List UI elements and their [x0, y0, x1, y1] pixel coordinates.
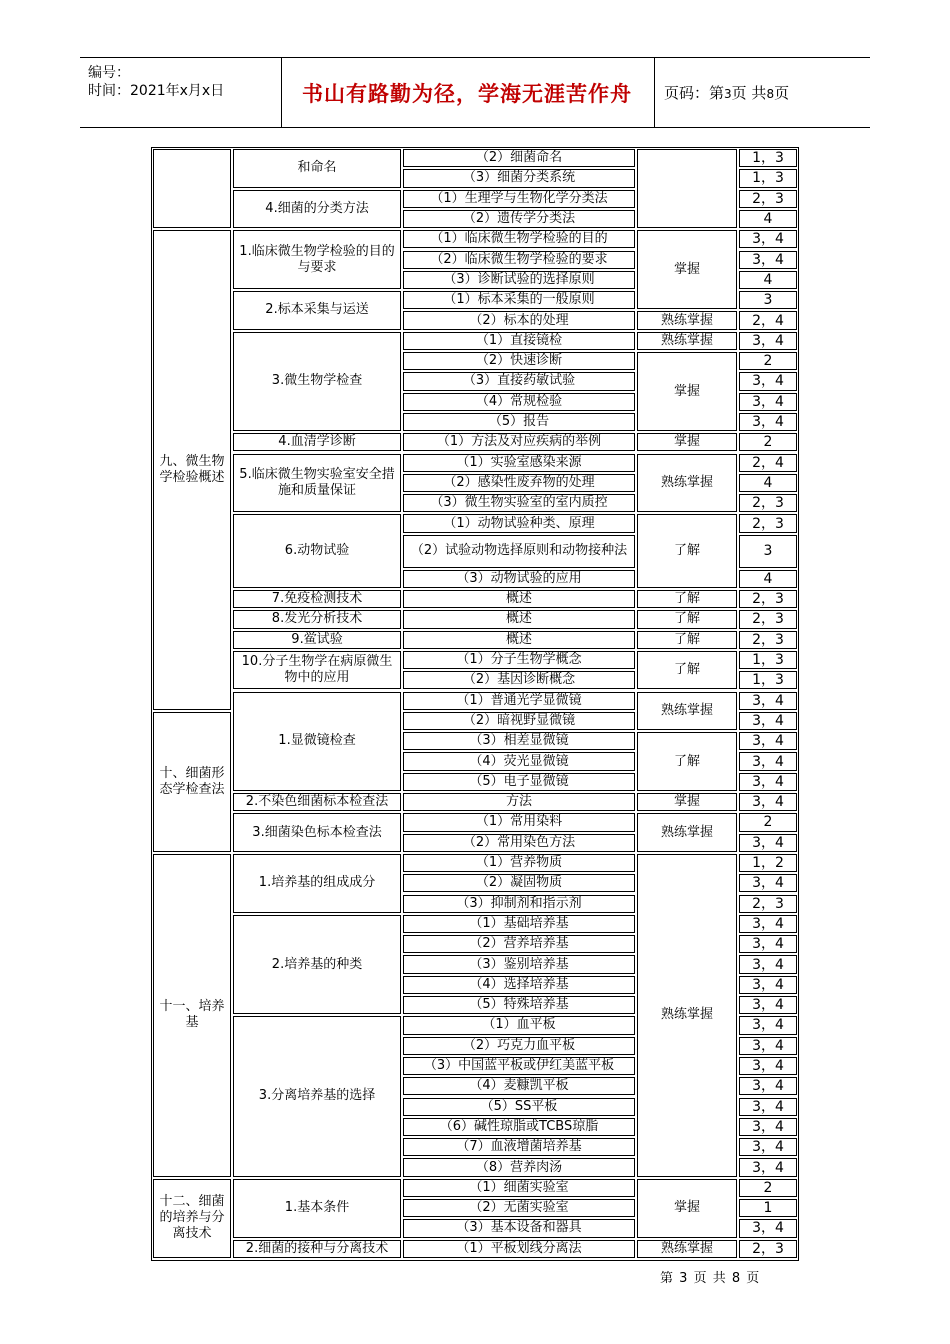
exam-grade-cell: 3，4: [739, 1118, 797, 1136]
unit-cell: 3.分离培养基的选择: [233, 1016, 401, 1176]
requirement-level-cell: 熟练掌握: [637, 332, 737, 350]
knowledge-point-cell: （3）抑制剂和指示剂: [403, 895, 635, 913]
requirement-level-cell: 掌握: [637, 230, 737, 309]
exam-grade-cell: 2，4: [739, 311, 797, 329]
knowledge-point-cell: （5）特殊培养基: [403, 996, 635, 1014]
unit-cell: 9.鲎试验: [233, 631, 401, 649]
knowledge-point-cell: （1）方法及对应疾病的举例: [403, 433, 635, 451]
exam-grade-cell: 1，3: [739, 169, 797, 187]
knowledge-point-cell: （2）临床微生物学检验的要求: [403, 251, 635, 269]
knowledge-point-cell: （1）普通光学显微镜: [403, 692, 635, 710]
unit-cell: 2.标本采集与运送: [233, 291, 401, 330]
exam-grade-cell: 3，4: [739, 976, 797, 994]
knowledge-point-cell: （4）麦糠凯平板: [403, 1077, 635, 1095]
knowledge-point-cell: （1）动物试验种类、原理: [403, 514, 635, 532]
page-suffix: 页: [774, 84, 790, 102]
knowledge-point-cell: （2）暗视野显微镜: [403, 712, 635, 730]
knowledge-point-cell: （3）微生物实验室的室内质控: [403, 494, 635, 512]
knowledge-point-cell: （4）常规检验: [403, 393, 635, 411]
knowledge-point-cell: （6）碱性琼脂或TCBS琼脂: [403, 1118, 635, 1136]
knowledge-point-cell: （2）巧克力血平板: [403, 1037, 635, 1055]
unit-cell: 1.临床微生物学检验的目的与要求: [233, 230, 401, 289]
knowledge-point-cell: 概述: [403, 610, 635, 628]
knowledge-point-cell: （2）凝固物质: [403, 874, 635, 892]
requirement-level-cell: 熟练掌握: [637, 311, 737, 329]
exam-grade-cell: 3: [739, 291, 797, 309]
exam-grade-cell: 2，3: [739, 610, 797, 628]
knowledge-point-cell: （2）基因诊断概念: [403, 671, 635, 689]
knowledge-point-cell: （2）遗传学分类法: [403, 210, 635, 228]
exam-grade-cell: 2: [739, 433, 797, 451]
exam-grade-cell: 3，4: [739, 935, 797, 953]
footer-mid: 页 共: [693, 1271, 727, 1286]
exam-grade-cell: 1，3: [739, 651, 797, 669]
knowledge-point-cell: （3）细菌分类系统: [403, 169, 635, 187]
requirement-level-cell: 掌握: [637, 433, 737, 451]
requirement-level-cell: 熟练掌握: [637, 1240, 737, 1258]
knowledge-point-cell: （3）基本设备和器具: [403, 1219, 635, 1237]
unit-cell: 2.培养基的种类: [233, 915, 401, 1015]
exam-grade-cell: 2，3: [739, 631, 797, 649]
unit-cell: 5.临床微生物实验室安全措施和质量保证: [233, 454, 401, 513]
chapter-cell: 九、微生物学检验概述: [153, 230, 231, 710]
exam-grade-cell: 3，4: [739, 1037, 797, 1055]
exam-grade-cell: 2，3: [739, 190, 797, 208]
exam-grade-cell: 3，4: [739, 732, 797, 750]
knowledge-point-cell: （2）试验动物选择原则和动物接种法: [403, 535, 635, 568]
exam-grade-cell: 3，4: [739, 874, 797, 892]
exam-grade-cell: 3，4: [739, 1016, 797, 1034]
knowledge-point-cell: （4）选择培养基: [403, 976, 635, 994]
exam-grade-cell: 1: [739, 1199, 797, 1217]
exam-grade-cell: 2: [739, 813, 797, 831]
unit-cell: 6.动物试验: [233, 514, 401, 588]
exam-grade-cell: 3，4: [739, 793, 797, 811]
exam-grade-cell: 3，4: [739, 1098, 797, 1116]
knowledge-point-cell: （1）常用染料: [403, 813, 635, 831]
footer-prefix: 第: [660, 1271, 675, 1286]
exam-grade-cell: 3，4: [739, 393, 797, 411]
requirement-level-cell: 了解: [637, 590, 737, 608]
exam-grade-cell: 3，4: [739, 955, 797, 973]
knowledge-point-cell: （2）标本的处理: [403, 311, 635, 329]
knowledge-point-cell: （1）实验室感染来源: [403, 454, 635, 472]
exam-grade-cell: 3，4: [739, 230, 797, 248]
unit-cell: 3.微生物学检查: [233, 332, 401, 432]
exam-grade-cell: 2，3: [739, 895, 797, 913]
requirement-level-cell: 熟练掌握: [637, 854, 737, 1177]
unit-cell: 7.免疫检测技术: [233, 590, 401, 608]
unit-cell: 1.显微镜检查: [233, 692, 401, 792]
knowledge-point-cell: （3）中国蓝平板或伊红美蓝平板: [403, 1057, 635, 1075]
knowledge-point-cell: （2）常用染色方法: [403, 834, 635, 852]
exam-grade-cell: 1，3: [739, 671, 797, 689]
knowledge-point-cell: （5）电子显微镜: [403, 773, 635, 791]
unit-cell: 1.培养基的组成成分: [233, 854, 401, 913]
unit-cell: 2.不染色细菌标本检查法: [233, 793, 401, 811]
knowledge-point-cell: 方法: [403, 793, 635, 811]
exam-grade-cell: 3: [739, 535, 797, 568]
requirement-level-cell: 掌握: [637, 352, 737, 431]
knowledge-point-cell: （1）分子生物学概念: [403, 651, 635, 669]
unit-cell: 3.细菌染色标本检查法: [233, 813, 401, 852]
exam-grade-cell: 3，4: [739, 773, 797, 791]
exam-grade-cell: 2: [739, 1179, 797, 1197]
knowledge-point-cell: （7）血液增菌培养基: [403, 1138, 635, 1156]
exam-grade-cell: 3，4: [739, 996, 797, 1014]
requirement-level-cell: 了解: [637, 732, 737, 791]
exam-grade-cell: 3，4: [739, 1077, 797, 1095]
footer-total: 8: [731, 1271, 742, 1286]
unit-cell: 和命名: [233, 149, 401, 188]
requirement-level-cell: 了解: [637, 651, 737, 690]
footer-current: 3: [679, 1271, 689, 1286]
exam-grade-cell: 2，3: [739, 514, 797, 532]
exam-grade-cell: 2，4: [739, 454, 797, 472]
knowledge-point-cell: 概述: [403, 590, 635, 608]
exam-grade-cell: 3，4: [739, 251, 797, 269]
exam-grade-cell: 3，4: [739, 752, 797, 770]
requirement-level-cell: 熟练掌握: [637, 454, 737, 513]
knowledge-point-cell: （5）报告: [403, 413, 635, 431]
exam-grade-cell: 3，4: [739, 1057, 797, 1075]
header-motto: 书山有路勤为径，学海无涯苦作舟: [302, 82, 632, 106]
unit-cell: 2.细菌的接种与分离技术: [233, 1240, 401, 1258]
knowledge-point-cell: （8）营养肉汤: [403, 1158, 635, 1176]
knowledge-point-cell: （2）无菌实验室: [403, 1199, 635, 1217]
knowledge-point-cell: （2）细菌命名: [403, 149, 635, 167]
knowledge-point-cell: （1）细菌实验室: [403, 1179, 635, 1197]
chapter-cell: 十二、细菌的培养与分离技术: [153, 1179, 231, 1258]
exam-grade-cell: 4: [739, 474, 797, 492]
knowledge-point-cell: （3）相差显微镜: [403, 732, 635, 750]
exam-grade-cell: 3，4: [739, 834, 797, 852]
exam-grade-cell: 4: [739, 271, 797, 289]
requirement-level-cell: [637, 149, 737, 228]
exam-grade-cell: 3，4: [739, 1138, 797, 1156]
requirement-level-cell: 了解: [637, 631, 737, 649]
unit-cell: 4.血清学诊断: [233, 433, 401, 451]
chapter-cell: 十、细菌形态学检查法: [153, 712, 231, 852]
knowledge-point-cell: （1）临床微生物学检验的目的: [403, 230, 635, 248]
exam-grade-cell: 3，4: [739, 332, 797, 350]
exam-grade-cell: 3，4: [739, 915, 797, 933]
number-label: 编号：: [88, 65, 130, 81]
exam-grade-cell: 3，4: [739, 372, 797, 390]
exam-grade-cell: 4: [739, 570, 797, 588]
requirement-level-cell: 掌握: [637, 1179, 737, 1238]
exam-grade-cell: 2: [739, 352, 797, 370]
exam-grade-cell: 3，4: [739, 692, 797, 710]
chapter-cell: 十一、培养基: [153, 854, 231, 1177]
exam-grade-cell: 3，4: [739, 1158, 797, 1176]
exam-grade-cell: 3，4: [739, 712, 797, 730]
exam-grade-cell: 3，4: [739, 1219, 797, 1237]
requirement-level-cell: 了解: [637, 610, 737, 628]
knowledge-point-cell: （1）生理学与生物化学分类法: [403, 190, 635, 208]
knowledge-point-cell: 概述: [403, 631, 635, 649]
knowledge-point-cell: （1）直接镜检: [403, 332, 635, 350]
knowledge-point-cell: （1）血平板: [403, 1016, 635, 1034]
knowledge-point-cell: （4）荧光显微镜: [403, 752, 635, 770]
page-current: 3: [724, 87, 732, 101]
knowledge-point-cell: （2）快速诊断: [403, 352, 635, 370]
knowledge-point-cell: （3）直接药敏试验: [403, 372, 635, 390]
requirement-level-cell: 了解: [637, 514, 737, 588]
unit-cell: 10.分子生物学在病原微生物中的应用: [233, 651, 401, 690]
exam-grade-cell: 3，4: [739, 413, 797, 431]
knowledge-point-cell: （5）SS平板: [403, 1098, 635, 1116]
requirement-level-cell: 掌握: [637, 793, 737, 811]
exam-grade-cell: 1，2: [739, 854, 797, 872]
page-prefix: 页码：第: [664, 84, 725, 102]
knowledge-point-cell: （1）营养物质: [403, 854, 635, 872]
knowledge-point-cell: （1）基础培养基: [403, 915, 635, 933]
unit-cell: 8.发光分析技术: [233, 610, 401, 628]
requirement-level-cell: 熟练掌握: [637, 813, 737, 852]
page-footer: [660, 1267, 760, 1286]
exam-grade-cell: 2，3: [739, 590, 797, 608]
date-label: 时间：2021年x月x日: [88, 83, 225, 99]
chapter-cell: [153, 149, 231, 228]
knowledge-point-cell: （3）动物试验的应用: [403, 570, 635, 588]
requirement-level-cell: 熟练掌握: [637, 692, 737, 731]
knowledge-point-cell: （1）标本采集的一般原则: [403, 291, 635, 309]
page-mid: 页 共: [731, 84, 767, 102]
knowledge-point-cell: （1）平板划线分离法: [403, 1240, 635, 1258]
unit-cell: 4.细菌的分类方法: [233, 190, 401, 229]
knowledge-point-cell: （3）鉴别培养基: [403, 955, 635, 973]
page-total: 8: [766, 87, 775, 101]
exam-grade-cell: 2，3: [739, 494, 797, 512]
exam-grade-cell: 2，3: [739, 1240, 797, 1258]
knowledge-point-cell: （2）营养培养基: [403, 935, 635, 953]
knowledge-point-cell: （2）感染性废弃物的处理: [403, 474, 635, 492]
unit-cell: 1.基本条件: [233, 1179, 401, 1238]
footer-suffix: 页: [746, 1271, 761, 1286]
exam-grade-cell: 1，3: [739, 149, 797, 167]
exam-grade-cell: 4: [739, 210, 797, 228]
knowledge-point-cell: （3）诊断试验的选择原则: [403, 271, 635, 289]
